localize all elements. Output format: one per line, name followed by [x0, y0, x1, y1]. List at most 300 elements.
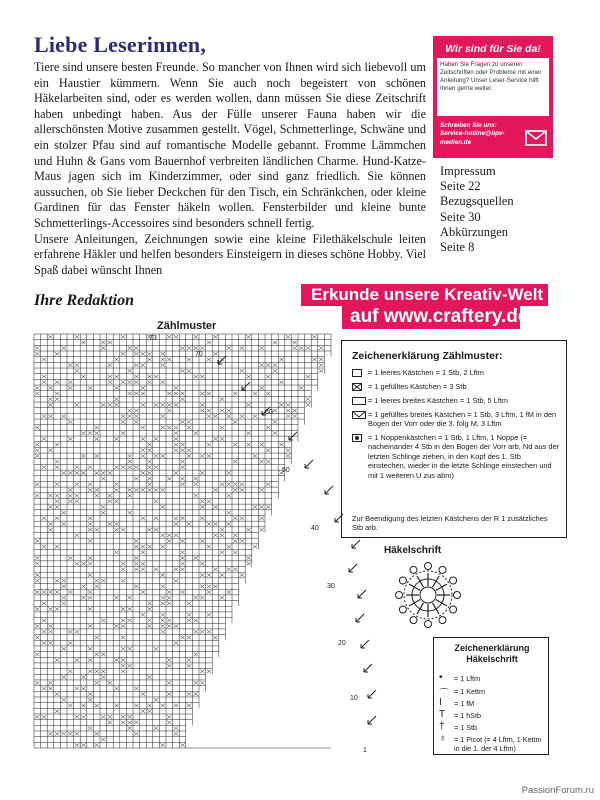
- filled-cell-mark: [226, 471, 231, 475]
- filled-cell-mark: [200, 375, 205, 379]
- filled-cell-mark: [187, 522, 192, 526]
- filled-cell-mark: [88, 431, 93, 435]
- filled-cell-mark: [114, 403, 119, 407]
- filled-cell-mark: [114, 482, 119, 486]
- filled-cell-mark: [141, 692, 146, 696]
- filled-cell-mark: [306, 346, 311, 350]
- filled-cell-mark: [220, 426, 225, 430]
- watermark: PassionForum.ru: [521, 785, 594, 796]
- filled-cell-mark: [187, 664, 192, 668]
- promo-banner-line2[interactable]: auf www.craftery.de: [342, 305, 520, 329]
- filled-cell-mark: [42, 545, 47, 549]
- filled-cell-mark: [88, 692, 93, 696]
- filled-cell-mark: [187, 658, 192, 662]
- filled-cell-mark: [101, 403, 106, 407]
- filled-cell-mark: [141, 403, 146, 407]
- filled-cell-mark: [259, 443, 264, 447]
- filled-cell-mark: [266, 448, 271, 452]
- filled-cell-mark: [180, 516, 185, 520]
- filled-cell-mark: [81, 341, 86, 345]
- filled-cell-mark: [180, 539, 185, 543]
- filled-cell-mark: [292, 414, 297, 418]
- service-contact-label: Schreiben Sie uns:: [440, 122, 497, 129]
- filled-cell-mark: [207, 573, 212, 577]
- filled-cell-mark: [134, 392, 139, 396]
- filled-cell-mark: [167, 392, 172, 396]
- filled-cell-mark: [75, 499, 80, 503]
- filled-cell-mark: [226, 522, 231, 526]
- filled-cell-mark: [48, 397, 53, 401]
- filled-cell-mark: [200, 596, 205, 600]
- filled-cell-mark: [207, 630, 212, 634]
- filled-cell-mark: [35, 352, 40, 356]
- filled-cell-mark: [127, 721, 132, 725]
- row-label-73: 73: [149, 335, 157, 342]
- filled-cell-mark: [200, 454, 205, 458]
- filled-cell-mark: [233, 539, 238, 543]
- filled-cell-mark: [35, 573, 40, 577]
- filled-cell-mark: [213, 585, 218, 589]
- filled-cell-mark: [55, 579, 60, 583]
- filled-cell-mark: [160, 613, 165, 617]
- filled-cell-mark: [55, 516, 60, 520]
- filled-cell-mark: [253, 454, 258, 458]
- filled-cell-mark: [88, 590, 93, 594]
- filled-cell-mark: [121, 528, 126, 532]
- filled-cell-mark: [134, 465, 139, 469]
- filled-cell-mark: [68, 437, 73, 441]
- filled-cell-mark: [35, 624, 40, 628]
- filled-cell-mark: [55, 590, 60, 594]
- legend-text-empty: = 1 leeres Kästchen = 1 Stb, 2 Lftm: [368, 368, 484, 377]
- filled-cell-mark: [174, 533, 179, 537]
- filled-cell-mark: [279, 443, 284, 447]
- filled-cell-mark: [207, 499, 212, 503]
- filled-cell-mark: [259, 460, 264, 464]
- filled-cell-mark: [88, 726, 93, 730]
- filled-cell-mark: [220, 409, 225, 413]
- filled-cell-mark: [193, 692, 198, 696]
- filled-cell-mark: [167, 715, 172, 719]
- filled-cell-mark: [200, 573, 205, 577]
- filled-cell-mark: [246, 562, 251, 566]
- filled-cell-mark: [147, 488, 152, 492]
- filled-cell-mark: [101, 477, 106, 481]
- filled-cell-mark: [42, 641, 47, 645]
- filled-cell-mark: [160, 505, 165, 509]
- row-arrow-icon: [325, 486, 333, 494]
- filled-cell-mark: [88, 698, 93, 702]
- filled-cell-mark: [55, 397, 60, 401]
- filled-cell-mark: [187, 346, 192, 350]
- filled-cell-mark: [253, 545, 258, 549]
- filled-cell-mark: [259, 363, 264, 367]
- filled-cell-mark: [180, 392, 185, 396]
- filled-cell-mark: [55, 352, 60, 356]
- filled-cell-mark: [114, 499, 119, 503]
- filled-cell-mark: [134, 687, 139, 691]
- row-label-10: 10: [350, 695, 358, 702]
- filled-cell-mark: [35, 579, 40, 583]
- filled-cell-mark: [319, 369, 324, 373]
- filled-cell-mark: [68, 488, 73, 492]
- filled-cell-mark: [48, 607, 53, 611]
- filled-cell-mark: [101, 341, 106, 345]
- filled-cell-mark: [55, 494, 60, 498]
- filled-cell-mark: [240, 346, 245, 350]
- filled-cell-mark: [174, 522, 179, 526]
- filled-cell-mark: [108, 715, 113, 719]
- filled-cell-mark: [55, 658, 60, 662]
- filled-cell-mark: [154, 465, 159, 469]
- filled-cell-mark: [207, 545, 212, 549]
- filled-cell-mark: [233, 551, 238, 555]
- filled-cell-mark: [207, 414, 212, 418]
- filled-cell-mark: [127, 454, 132, 458]
- filled-cell-mark: [147, 624, 152, 628]
- picot-icon: ♁: [439, 733, 447, 744]
- filled-cell-mark: [35, 454, 40, 458]
- filled-cell-mark: [127, 511, 132, 515]
- stitch-spoke: [433, 603, 440, 614]
- row-arrow-icon: [368, 690, 376, 698]
- filled-cell-mark: [180, 636, 185, 640]
- filled-cell-mark: [114, 528, 119, 532]
- filled-cell-mark: [253, 392, 258, 396]
- filled-cell-mark: [174, 403, 179, 407]
- filled-cell-mark: [312, 335, 317, 339]
- filled-cell-mark: [68, 499, 73, 503]
- filled-cell-mark: [141, 448, 146, 452]
- filled-cell-mark: [101, 653, 106, 657]
- filled-cell-mark: [187, 692, 192, 696]
- stitch-spoke: [409, 584, 420, 591]
- row-label-60: 60: [265, 409, 273, 416]
- filled-cell-mark: [127, 607, 132, 611]
- filled-cell-mark: [180, 443, 185, 447]
- filled-cell-mark: [147, 704, 152, 708]
- filled-cell-mark: [167, 658, 172, 662]
- slip-stitch-icon: ⌒: [439, 689, 449, 700]
- filled-cell-mark: [127, 596, 132, 600]
- filled-cell-mark: [160, 630, 165, 634]
- toc-label-1: Bezugsquellen: [440, 194, 514, 209]
- filled-cell-mark: [55, 443, 60, 447]
- filled-cell-mark: [35, 539, 40, 543]
- filled-cell-mark: [187, 448, 192, 452]
- filled-cell-mark: [180, 482, 185, 486]
- filled-cell-mark: [154, 516, 159, 520]
- filled-cell-mark: [127, 465, 132, 469]
- filled-cell-mark: [81, 704, 86, 708]
- filled-cell-mark: [154, 454, 159, 458]
- filled-cell-mark: [68, 380, 73, 384]
- filled-cell-mark: [81, 431, 86, 435]
- filled-cell-mark: [94, 528, 99, 532]
- filled-cell-mark: [292, 341, 297, 345]
- filled-cell-mark: [94, 743, 99, 747]
- filled-cell-mark: [134, 488, 139, 492]
- filled-cell-mark: [94, 454, 99, 458]
- filled-cell-mark: [167, 664, 172, 668]
- filled-cell-mark: [141, 471, 146, 475]
- half-double-icon: T: [439, 709, 446, 720]
- filled-cell-mark: [35, 562, 40, 566]
- filled-cell-mark: [101, 505, 106, 509]
- filled-cell-mark: [55, 392, 60, 396]
- crochet-legend: [433, 637, 549, 755]
- counting-legend: [341, 340, 567, 538]
- filled-cell-mark: [180, 448, 185, 452]
- filled-cell-mark: [81, 743, 86, 747]
- filled-cell-mark: [154, 568, 159, 572]
- double-crochet-icon: †: [439, 721, 445, 732]
- filled-cell-mark: [154, 726, 159, 730]
- filled-cell-mark: [147, 460, 152, 464]
- filled-cell-mark: [207, 392, 212, 396]
- filled-cell-mark: [68, 420, 73, 424]
- filled-cell-mark: [48, 414, 53, 418]
- service-contact-email[interactable]: Service-hotline@bpv-medien.de: [440, 130, 505, 146]
- filled-cell-mark: [253, 505, 258, 509]
- filled-cell-mark: [141, 454, 146, 458]
- row-arrow-icon: [349, 564, 357, 572]
- filled-cell-mark: [160, 414, 165, 418]
- filled-cell-mark: [207, 613, 212, 617]
- filled-cell-mark: [35, 681, 40, 685]
- filled-cell-mark: [200, 392, 205, 396]
- filled-cell-mark: [114, 465, 119, 469]
- filled-cell-mark: [233, 482, 238, 486]
- filled-cell-mark: [88, 539, 93, 543]
- filled-cell-mark: [286, 414, 291, 418]
- filled-cell-mark: [167, 721, 172, 725]
- filled-cell-mark: [147, 602, 152, 606]
- filled-cell-mark: [246, 556, 251, 560]
- filled-cell-mark: [61, 511, 66, 515]
- filled-cell-mark: [48, 403, 53, 407]
- picot-loop: [399, 577, 406, 584]
- filled-cell-mark: [134, 414, 139, 418]
- filled-cell-mark: [55, 692, 60, 696]
- filled-cell-mark: [240, 516, 245, 520]
- filled-cell-mark: [42, 630, 47, 634]
- filled-cell-mark: [174, 471, 179, 475]
- filled-cell-mark: [154, 528, 159, 532]
- filled-cell-mark: [94, 488, 99, 492]
- filled-cell-mark: [141, 562, 146, 566]
- filled-cell-mark: [167, 692, 172, 696]
- filled-cell-mark: [141, 545, 146, 549]
- filled-cell-mark: [121, 624, 126, 628]
- filled-cell-mark: [141, 613, 146, 617]
- picot-loop: [425, 621, 432, 628]
- filled-cell-mark: [121, 579, 126, 583]
- filled-cell-mark: [200, 516, 205, 520]
- filled-cell-mark: [174, 579, 179, 583]
- filled-cell-mark: [273, 409, 278, 413]
- filled-cell-mark: [187, 369, 192, 373]
- picot-loop: [450, 577, 457, 584]
- filled-cell-mark: [213, 488, 218, 492]
- filled-cell-mark: [121, 607, 126, 611]
- filled-cell-mark: [88, 624, 93, 628]
- filled-cell-mark: [160, 704, 165, 708]
- filled-cell-mark: [273, 431, 278, 435]
- filled-cell-mark: [127, 346, 132, 350]
- filled-cell-mark: [134, 352, 139, 356]
- crochet-chart-title: Häkelschrift: [384, 545, 442, 556]
- filled-cell-mark: [187, 454, 192, 458]
- wide-empty-square-icon: [352, 397, 366, 405]
- filled-cell-mark: [42, 437, 47, 441]
- filled-cell-mark: [121, 335, 126, 339]
- filled-cell-mark: [127, 664, 132, 668]
- filled-cell-mark: [94, 426, 99, 430]
- filled-cell-mark: [174, 624, 179, 628]
- filled-cell-mark: [220, 551, 225, 555]
- toc-label-2: Abkürzungen: [440, 224, 509, 239]
- filled-cell-mark: [101, 738, 106, 742]
- filled-cell-mark: [286, 409, 291, 413]
- filled-cell-mark: [174, 443, 179, 447]
- filled-cell-mark: [240, 482, 245, 486]
- filled-cell-mark: [193, 494, 198, 498]
- filled-cell-mark: [81, 375, 86, 379]
- filled-cell-mark: [154, 488, 159, 492]
- filled-cell-mark: [154, 647, 159, 651]
- filled-cell-mark: [147, 607, 152, 611]
- filled-cell-mark: [160, 533, 165, 537]
- filled-cell-mark: [48, 687, 53, 691]
- filled-cell-mark: [259, 346, 264, 350]
- filled-cell-mark: [220, 573, 225, 577]
- filled-cell-mark: [154, 403, 159, 407]
- filled-cell-mark: [48, 681, 53, 685]
- filled-cell-mark: [213, 636, 218, 640]
- filled-cell-mark: [147, 358, 152, 362]
- filled-cell-mark: [81, 585, 86, 589]
- filled-cell-mark: [226, 482, 231, 486]
- filled-cell-mark: [61, 414, 66, 418]
- picot-loop: [399, 606, 406, 613]
- filled-cell-mark: [35, 482, 40, 486]
- filled-cell-mark: [246, 335, 251, 339]
- filled-cell-mark: [147, 477, 152, 481]
- filled-cell-mark: [147, 675, 152, 679]
- filled-cell-mark: [154, 437, 159, 441]
- filled-cell-mark: [147, 482, 152, 486]
- filled-cell-mark: [114, 375, 119, 379]
- filled-cell-mark: [187, 358, 192, 362]
- filled-cell-mark: [134, 568, 139, 572]
- filled-cell-mark: [200, 670, 205, 674]
- filled-cell-mark: [207, 585, 212, 589]
- filled-cell-mark: [127, 380, 132, 384]
- filled-cell-mark: [121, 420, 126, 424]
- legend2-text-dc: = 1 Stb: [454, 723, 477, 732]
- filled-cell-mark: [187, 420, 192, 424]
- filled-cell-mark: [207, 358, 212, 362]
- filled-cell-mark: [233, 443, 238, 447]
- filled-cell-mark: [134, 732, 139, 736]
- filled-cell-mark: [94, 494, 99, 498]
- filled-cell-mark: [154, 499, 159, 503]
- filled-cell-mark: [134, 539, 139, 543]
- filled-cell-mark: [61, 647, 66, 651]
- filled-cell-mark: [61, 698, 66, 702]
- filled-cell-mark: [114, 704, 119, 708]
- row-arrow-icon: [352, 540, 360, 548]
- filled-cell-mark: [94, 732, 99, 736]
- filled-cell-mark: [240, 414, 245, 418]
- filled-cell-mark: [68, 704, 73, 708]
- promo-banner-line1: Erkunde unsere Kreativ-Welt: [301, 284, 548, 306]
- chart-title: Zählmuster: [157, 320, 217, 332]
- filled-cell-mark: [94, 670, 99, 674]
- filled-cell-mark: [42, 414, 47, 418]
- filled-cell-mark: [94, 431, 99, 435]
- filled-cell-mark: [134, 420, 139, 424]
- filled-cell-mark: [121, 352, 126, 356]
- filled-cell-mark: [55, 709, 60, 713]
- filled-cell-mark: [213, 505, 218, 509]
- filled-cell-mark: [233, 460, 238, 464]
- filled-cell-mark: [121, 380, 126, 384]
- filled-cell-mark: [207, 443, 212, 447]
- filled-cell-mark: [68, 471, 73, 475]
- filled-cell-mark: [220, 437, 225, 441]
- filled-cell-mark: [200, 346, 205, 350]
- filled-cell-mark: [174, 448, 179, 452]
- filled-cell-mark: [306, 375, 311, 379]
- filled-cell-mark: [94, 653, 99, 657]
- filled-cell-mark: [160, 743, 165, 747]
- row-arrow-icon: [368, 716, 376, 724]
- toc-page-2: Seite 8: [440, 240, 475, 255]
- row-label-20: 20: [338, 640, 346, 647]
- filled-cell-mark: [121, 664, 126, 668]
- filet-grid: [34, 334, 331, 748]
- filled-cell-mark: [180, 369, 185, 373]
- filled-cell-mark: [42, 602, 47, 606]
- filled-cell-mark: [167, 602, 172, 606]
- filled-cell-mark: [108, 363, 113, 367]
- filled-cell-mark: [55, 465, 60, 469]
- filled-cell-mark: [48, 732, 53, 736]
- filled-cell-mark: [42, 715, 47, 719]
- filled-cell-mark: [292, 409, 297, 413]
- filled-cell-mark: [174, 392, 179, 396]
- filled-cell-mark: [121, 431, 126, 435]
- filled-cell-mark: [220, 528, 225, 532]
- filled-cell-mark: [226, 590, 231, 594]
- filled-cell-mark: [68, 630, 73, 634]
- chain-icon: •: [439, 672, 443, 683]
- filled-cell-mark: [134, 545, 139, 549]
- filled-cell-mark: [35, 386, 40, 390]
- filled-cell-mark: [114, 596, 119, 600]
- filled-cell-mark: [35, 653, 40, 657]
- filled-cell-mark: [94, 636, 99, 640]
- empty-square-icon: [352, 369, 362, 377]
- filled-cell-mark: [42, 358, 47, 362]
- filled-cell-mark: [187, 619, 192, 623]
- legend2-text-hdc: = 1 hStb: [454, 711, 481, 720]
- filled-cell-mark: [286, 448, 291, 452]
- filled-cell-mark: [167, 590, 172, 594]
- filled-cell-mark: [226, 494, 231, 498]
